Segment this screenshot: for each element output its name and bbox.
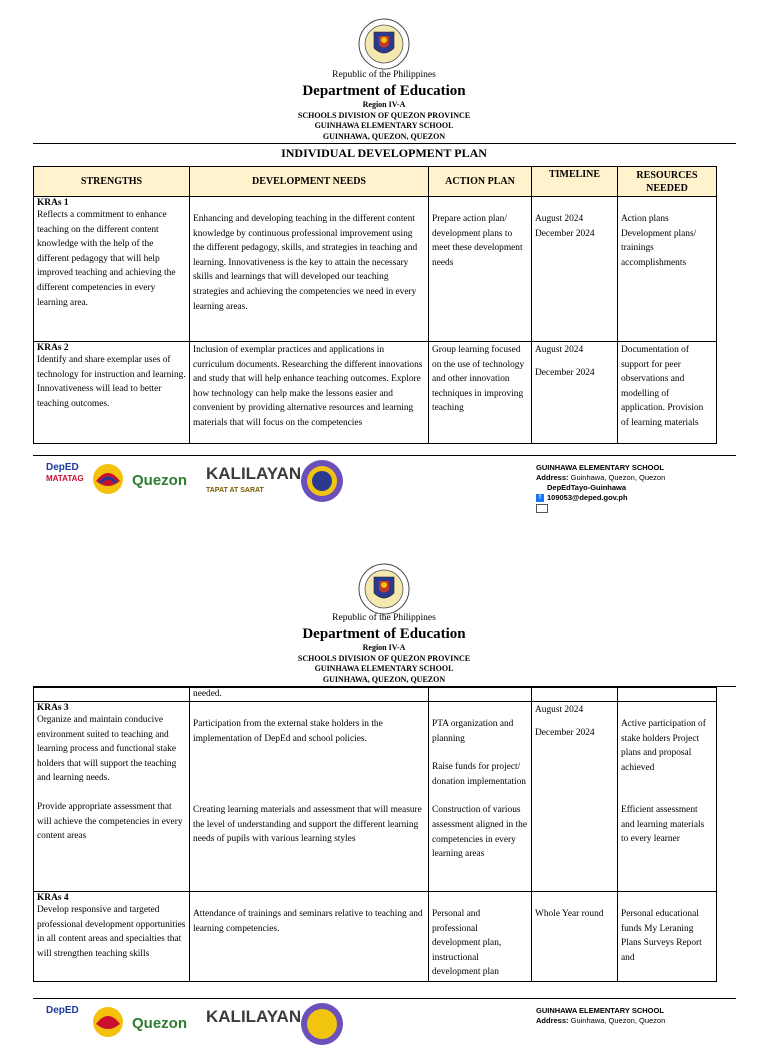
empty-cell bbox=[532, 688, 618, 702]
timeline-start: August 2024 bbox=[535, 214, 584, 224]
col-strengths: STRENGTHS bbox=[34, 167, 190, 197]
matatag-logo-text: MATATAG bbox=[46, 474, 84, 483]
action-text-a2: Raise funds for project/ donation implementation bbox=[432, 762, 526, 787]
address-text: Guinhawa, Quezon, Quezon bbox=[570, 473, 666, 482]
table-row-continuation bbox=[34, 688, 717, 702]
footer-divider bbox=[33, 998, 736, 999]
header-region: Region IV-A bbox=[362, 643, 406, 652]
empty-cell bbox=[618, 688, 717, 702]
header-republic: Republic of the Philippines bbox=[332, 613, 436, 623]
action-text: Personal and professional development plan, instructional development plan bbox=[432, 909, 502, 978]
kra-label: KRAs 4 bbox=[37, 893, 69, 903]
division-round-logo bbox=[300, 1002, 344, 1046]
email-address[interactable]: 109053@deped.gov.ph bbox=[547, 493, 628, 502]
needs-cell bbox=[190, 892, 429, 982]
footer-contact bbox=[536, 1006, 665, 1026]
table-row bbox=[34, 702, 717, 892]
col-action-plan: ACTION PLAN bbox=[429, 167, 532, 197]
header-department: Department of Education bbox=[302, 83, 466, 99]
action-text: Prepare action plan/ development plans to meet these development needs bbox=[432, 214, 523, 268]
needs-text: Inclusion of exemplar practices and applications in curriculum documents. Researching the different innovations and study that will help enhance teaching outcomes. Explore how technology can help make the lessons easier and convenient by providing alternative resources and learning materials that will focus on the competencies bbox=[193, 345, 423, 428]
strengths-text: Develop responsive and targeted professional development opportunities in all content areas and specialties that will strengthen teaching skills bbox=[37, 905, 186, 959]
needs-text: Attendance of trainings and seminars relative to teaching and learning competencies. bbox=[193, 909, 423, 934]
action-text: Group learning focused on the use of technology and other innovation techniques in improving teaching bbox=[432, 345, 525, 414]
facebook-icon: f bbox=[536, 494, 544, 502]
needs-text-b: Creating learning materials and assessment that will measure the level of understanding and support the different learning needs of pupils with various learning styles bbox=[193, 805, 422, 845]
kalilayan-text: KALILAYAN bbox=[206, 464, 302, 483]
quezon-logo: Quezon bbox=[132, 472, 187, 489]
empty-cell bbox=[34, 688, 190, 702]
address-label: Address: bbox=[536, 1016, 569, 1025]
action-cell bbox=[429, 892, 532, 982]
resources-text: Personal educational funds My Leraning Plans Surveys Report and bbox=[621, 909, 702, 963]
strengths-text-b: Provide appropriate assessment that will achieve the competencies in every content areas bbox=[37, 801, 183, 842]
kra-label: KRAs 2 bbox=[37, 343, 69, 353]
col-timeline: TIMELINE bbox=[532, 167, 618, 197]
header-school: GUINHAWA ELEMENTARY SCHOOL bbox=[314, 121, 454, 130]
address-text: Guinhawa, Quezon, Quezon bbox=[570, 1016, 666, 1025]
col-development-needs: DEVELOPMENT NEEDS bbox=[190, 167, 429, 197]
footer-school: GUINHAWA ELEMENTARY SCHOOL bbox=[536, 463, 664, 472]
header-region: Region IV-A bbox=[362, 100, 406, 109]
strengths-cell bbox=[34, 892, 190, 982]
deped-logo-text: DepED bbox=[46, 462, 79, 473]
empty-cell bbox=[429, 688, 532, 702]
strengths-text: Identify and share exemplar uses of technology for instruction and learning. Innovativeness will lead to better teaching outcomes. bbox=[37, 355, 186, 409]
continuation-text: needed. bbox=[190, 688, 429, 702]
table-row bbox=[34, 892, 717, 982]
resources-text: Action plans Development plans/ trainings accomplishments bbox=[621, 214, 697, 268]
resources-text-a: Active participation of stake holders Project plans and proposal achieved bbox=[621, 719, 706, 773]
address-label: Address: bbox=[536, 473, 569, 482]
strengths-text: Reflects a commitment to enhance teaching on the different content knowledge with the help of the different pedagogy that will help improved teaching and achieving the different competencies in every learning area. bbox=[37, 210, 176, 308]
timeline-start: August 2024 bbox=[535, 345, 584, 355]
action-cell bbox=[429, 702, 532, 892]
bagong-pilipinas-logo bbox=[88, 1004, 128, 1044]
header-department: Department of Education bbox=[302, 626, 466, 642]
header-republic: Republic of the Philippines bbox=[332, 70, 436, 80]
resources-text-b: Efficient assessment and learning materials to every learner bbox=[621, 805, 705, 845]
idp-table-page-2 bbox=[33, 687, 717, 982]
strengths-cell bbox=[34, 702, 190, 892]
kalilayan-subtext: TAPAT AT SARAT bbox=[206, 487, 264, 494]
resources-cell bbox=[618, 892, 717, 982]
header-division: SCHOOLS DIVISION OF QUEZON PROVINCE bbox=[297, 654, 471, 663]
resources-cell bbox=[618, 702, 717, 892]
action-text-a: PTA organization and planning bbox=[432, 719, 514, 744]
timeline-cell bbox=[532, 702, 618, 892]
deped-seal-icon bbox=[358, 563, 410, 615]
kra-label: KRAs 3 bbox=[37, 703, 69, 713]
resources-text: Documentation of support for peer observations and modelling of application. Provision of learning materials bbox=[621, 345, 704, 428]
needs-text: Enhancing and developing teaching in the different content knowledge by continuous professional improvement using the different pedagogy, skills, and strategies in teaching and learning. Innovativeness is the key to attain the necessary skills and learnings that will developed our teaching strategies and achieving the competencies we need in every learning areas. bbox=[193, 214, 418, 312]
timeline-end: December 2024 bbox=[535, 727, 595, 738]
quezon-logo: Quezon bbox=[132, 1015, 187, 1032]
facebook-handle[interactable]: DepEdTayo-Guinhawa bbox=[547, 483, 627, 492]
deped-matatag-logo bbox=[46, 1005, 84, 1043]
timeline-start: August 2024 bbox=[535, 705, 584, 715]
timeline-cell bbox=[532, 892, 618, 982]
col-resources-needed: RESOURCES NEEDED bbox=[618, 167, 717, 197]
kra-label: KRAs 1 bbox=[37, 198, 69, 208]
timeline-text: Whole Year round bbox=[535, 909, 604, 919]
timeline-end: December 2024 bbox=[535, 367, 595, 378]
header-school: GUINHAWA ELEMENTARY SCHOOL bbox=[314, 664, 454, 673]
header-division: SCHOOLS DIVISION OF QUEZON PROVINCE bbox=[297, 111, 471, 120]
action-text-b: Construction of various assessment aligned in the competencies in every learning areas bbox=[432, 805, 528, 860]
deped-logo-text: DepED bbox=[46, 1005, 79, 1016]
kalilayan-text: KALILAYAN bbox=[206, 1007, 302, 1026]
needs-cell bbox=[190, 702, 429, 892]
header-location: GUINHAWA, QUEZON, QUEZON bbox=[322, 132, 446, 141]
document-title: INDIVIDUAL DEVELOPMENT PLAN bbox=[281, 146, 487, 160]
strengths-text-a: Organize and maintain conducive environment suited to teaching and learning process and functional stake holders that will support the teaching and learning needs. bbox=[37, 715, 177, 784]
timeline-end: December 2024 bbox=[535, 228, 595, 239]
footer-logos bbox=[46, 1002, 344, 1046]
needs-text-a: Participation from the external stake holders in the implementation of DepEd and school policies. bbox=[193, 719, 383, 744]
header-location: GUINHAWA, QUEZON, QUEZON bbox=[322, 675, 446, 684]
footer-school: GUINHAWA ELEMENTARY SCHOOL bbox=[536, 1006, 664, 1015]
kalilayan-logo bbox=[206, 1004, 302, 1044]
